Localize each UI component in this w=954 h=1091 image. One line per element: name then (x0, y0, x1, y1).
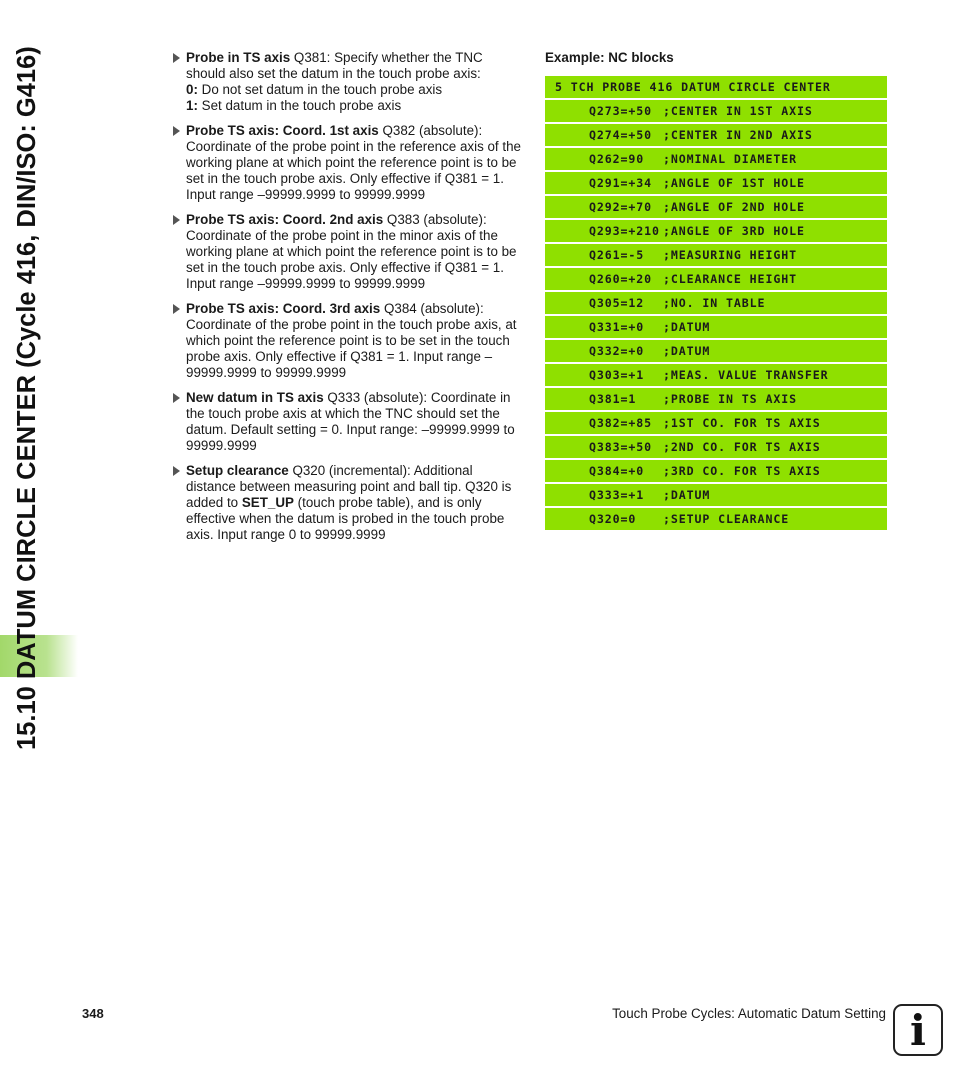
nc-block-line (545, 172, 887, 194)
triangle-bullet-icon (173, 466, 180, 476)
parameter-list (172, 50, 524, 552)
nc-comment: ;1ST CO. FOR TS AXIS (663, 416, 821, 430)
nc-block-header: 5 TCH PROBE 416 DATUM CIRCLE CENTER (545, 76, 887, 98)
nc-block-line (545, 388, 887, 410)
triangle-bullet-icon (173, 393, 180, 403)
nc-q-parameter: Q262=90 (589, 152, 645, 166)
nc-example (545, 50, 887, 532)
triangle-bullet-icon (173, 53, 180, 63)
nc-block-line (545, 412, 887, 434)
nc-q-parameter: Q261=-5 (589, 248, 645, 262)
nc-comment: ;NO. IN TABLE (663, 296, 766, 310)
triangle-bullet-icon (173, 126, 180, 136)
nc-comment: ;CENTER IN 1ST AXIS (663, 104, 813, 118)
param-name: Probe TS axis: Coord. 3rd axis (186, 301, 381, 316)
nc-comment: ;MEASURING HEIGHT (663, 248, 797, 262)
nc-comment: ;NOMINAL DIAMETER (663, 152, 797, 166)
nc-comment: ;CLEARANCE HEIGHT (663, 272, 797, 286)
nc-q-parameter: Q293=+210 (589, 224, 660, 238)
param-item (172, 212, 524, 292)
param-desc: (touch probe table), and is only effective when the datum is probed in the touch probe axis. Input range 0 to 99999.9999 (186, 495, 505, 542)
triangle-bullet-icon (173, 215, 180, 225)
option-text: Set datum in the touch probe axis (197, 98, 402, 113)
nc-block-line (545, 148, 887, 170)
param-desc: Q320 (incremental): Additional distance between measuring point and ball tip. Q320 is added to (186, 463, 512, 510)
triangle-bullet-icon (173, 304, 180, 314)
option-text: Do not set datum in the touch probe axis (197, 82, 443, 97)
param-desc-keyword: SET_UP (241, 495, 294, 510)
nc-block-line (545, 268, 887, 290)
nc-comment: ;ANGLE OF 2ND HOLE (663, 200, 805, 214)
param-desc: Q384 (absolute): Coordinate of the probe point in the touch probe axis, at which point the reference point is to be set in the touch probe axis. Only effective if Q381 = 1. Input range –99999.9999 to 99999.9999 (186, 301, 517, 380)
nc-comment: ;MEAS. VALUE TRANSFER (663, 368, 829, 382)
nc-block-line (545, 100, 887, 122)
nc-block-line (545, 460, 887, 482)
nc-comment: ;SETUP CLEARANCE (663, 512, 790, 526)
param-name: Setup clearance (186, 463, 289, 478)
side-chapter-title (6, 46, 48, 750)
param-desc: Q381: Specify whether the TNC should also set the datum in the touch probe axis: (186, 50, 483, 81)
nc-block-line (545, 220, 887, 242)
nc-q-parameter: Q332=+0 (589, 344, 645, 358)
nc-comment: ;DATUM (663, 344, 711, 358)
param-item (172, 50, 524, 114)
nc-q-parameter: Q333=+1 (589, 488, 645, 502)
param-name: Probe TS axis: Coord. 1st axis (186, 123, 379, 138)
nc-block-lines (545, 100, 887, 530)
nc-block-line (545, 244, 887, 266)
param-name: Probe TS axis: Coord. 2nd axis (186, 212, 384, 227)
nc-block-line (545, 484, 887, 506)
nc-q-parameter: Q260=+20 (589, 272, 653, 286)
param-item (172, 390, 524, 454)
nc-comment: ;DATUM (663, 488, 711, 502)
nc-q-parameter: Q384=+0 (589, 464, 645, 478)
option-key: 0: (186, 82, 198, 97)
nc-q-parameter: Q303=+1 (589, 368, 645, 382)
nc-block-line (545, 508, 887, 530)
param-item (172, 463, 524, 543)
option-key: 1: (186, 98, 198, 113)
nc-comment: ;2ND CO. FOR TS AXIS (663, 440, 821, 454)
example-title: Example: NC blocks (545, 50, 674, 65)
param-desc: Q383 (absolute): Coordinate of the probe point in the minor axis of the working plane at which point the reference point is to be set in the touch probe axis. Only effective if Q381 = 1. Input range –99999.9999 to 99999.9999 (186, 212, 517, 291)
nc-q-parameter: Q382=+85 (589, 416, 653, 430)
nc-block-line (545, 124, 887, 146)
nc-q-parameter: Q274=+50 (589, 128, 653, 142)
param-item (172, 123, 524, 203)
nc-comment: ;PROBE IN TS AXIS (663, 392, 797, 406)
nc-block-line (545, 196, 887, 218)
nc-block-line (545, 436, 887, 458)
nc-q-parameter: Q291=+34 (589, 176, 653, 190)
info-icon: i (893, 1004, 943, 1056)
footer-chapter-title: Touch Probe Cycles: Automatic Datum Setting (612, 1006, 886, 1021)
nc-block-line (545, 292, 887, 314)
nc-q-parameter: Q383=+50 (589, 440, 653, 454)
nc-comment: ;DATUM (663, 320, 711, 334)
nc-q-parameter: Q381=1 (589, 392, 637, 406)
nc-block-line (545, 364, 887, 386)
nc-comment: ;ANGLE OF 3RD HOLE (663, 224, 805, 238)
nc-block-line (545, 316, 887, 338)
nc-q-parameter: Q331=+0 (589, 320, 645, 334)
param-name: Probe in TS axis (186, 50, 291, 65)
nc-q-parameter: Q292=+70 (589, 200, 653, 214)
nc-comment: ;CENTER IN 2ND AXIS (663, 128, 813, 142)
nc-q-parameter: Q320=0 (589, 512, 637, 526)
nc-block-line (545, 340, 887, 362)
nc-comment: ;3RD CO. FOR TS AXIS (663, 464, 821, 478)
side-chapter-title-text: 15.10 DATUM CIRCLE CENTER (Cycle 416, DIN/ISO: G416) (13, 46, 41, 750)
page-number: 348 (82, 1006, 104, 1021)
nc-comment: ;ANGLE OF 1ST HOLE (663, 176, 805, 190)
nc-q-parameter: Q305=12 (589, 296, 645, 310)
nc-q-parameter: Q273=+50 (589, 104, 653, 118)
param-item (172, 301, 524, 381)
param-name: New datum in TS axis (186, 390, 324, 405)
param-desc: Q382 (absolute): Coordinate of the probe point in the reference axis of the working plane at which point the reference point is to be set in the touch probe axis. Only effective if Q381 = 1. Input range –99999.9999 to 99999.9999 (186, 123, 521, 202)
param-desc: Q333 (absolute): Coordinate in the touch probe axis at which the TNC should set the datum. Default setting = 0. Input range: –99999.9999 to 99999.9999 (186, 390, 515, 453)
